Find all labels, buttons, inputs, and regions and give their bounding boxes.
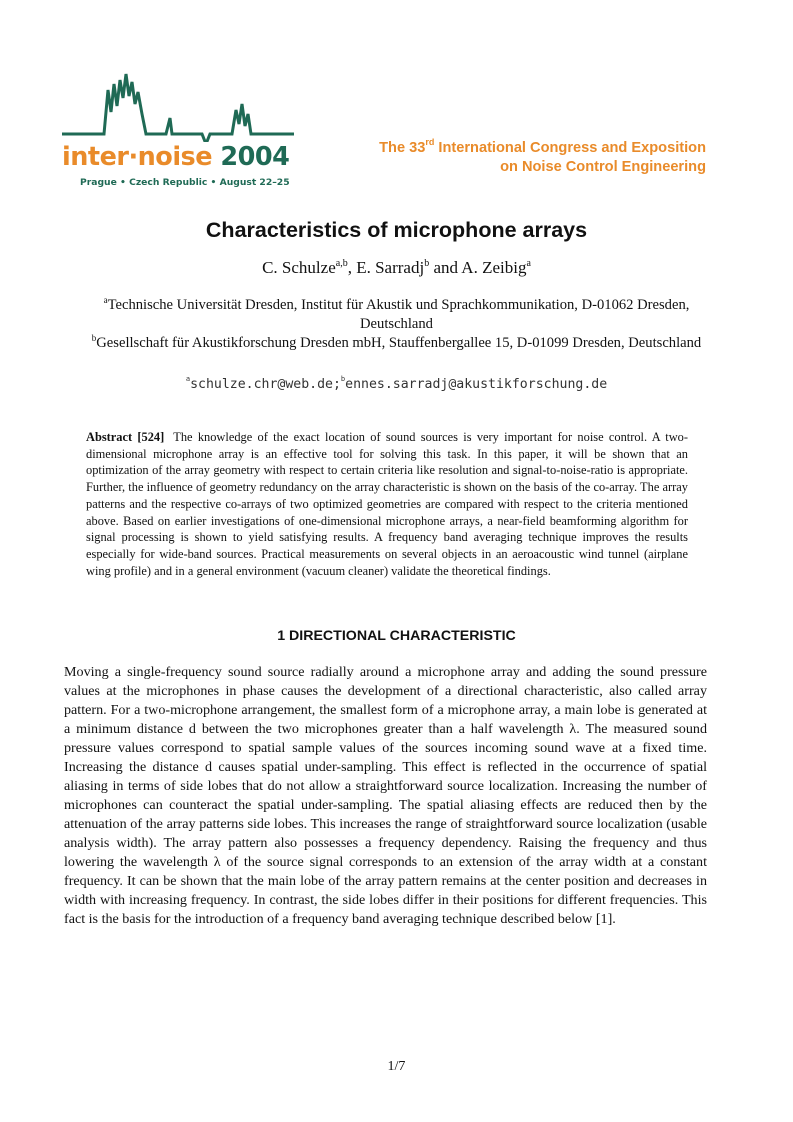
section-heading: 1 DIRECTIONAL CHARACTERISTIC — [277, 628, 516, 644]
logo-wordmark — [62, 142, 294, 172]
paper-title: Characteristics of microphone arrays — [205, 218, 588, 242]
author-separator: , — [347, 258, 357, 277]
email-mark: b — [340, 375, 346, 383]
author-affiliation-mark: a,b — [335, 258, 348, 269]
email-link[interactable]: schulze.chr@web.de; — [190, 377, 341, 392]
conference-logo — [62, 70, 294, 195]
congress-ordinal-suffix: rd — [425, 137, 435, 147]
abstract-text: The knowledge of the exact location of sound sources is very important for noise control. A two-dimensional microphone array is an effective tool for solving this task. In this paper, it will be shown that an optimization of the array geometry with respect to certain criteria like resolution and signal-to-noise-ratio is appropriate. Further, the influence of geometry redundancy on the array characteristic is shown on the basis of the co-array. The array patterns and the respective co-arrays of two optimized geometries are compared with respect to the criteria mentioned above. Based on earlier investigations of one-dimensional microphone arrays, a near-field beamforming algorithm for signal processing is shown to yield satisfying results. A frequency band averaging technique improves the results especially for wide-band sources. Practical measurements on several objects in an aeroacoustic wind tunnel (airplane wing profile) and in a general environment (vacuum cleaner) validate the theoretical findings. — [86, 430, 688, 578]
abstract — [86, 429, 688, 579]
author-affiliation-mark: b — [424, 258, 430, 269]
congress-line-2: on Noise Control Engineering — [500, 159, 706, 175]
logo-wordmark-year: 2004 — [220, 142, 290, 172]
congress-name — [379, 139, 706, 177]
congress-line-1 — [379, 139, 706, 158]
affiliation-text: Gesellschaft für Akustikforschung Dresden mbH, Stauffenbergallee 15, D-01099 Dresden, Deutschland — [96, 335, 702, 351]
author-affiliation-mark: a — [526, 258, 531, 269]
logo-wordmark-left: inter·noise — [62, 142, 213, 172]
author-name: A. Zeibig — [461, 258, 527, 277]
section-body: Moving a single-frequency sound source radially around a microphone array and adding the sound pressure values at the microphones in phase causes the development of a directional characteristic, also called array pattern. For a two-microphone arrangement, the smallest form of a microphone array, a main lobe is generated at a minimum distance d between the two microphones greater than a half wavelength λ. The measured sound pressure values correspond to spatial sample values of the sources incoming sound wave at a fixed time. Increasing the distance d causes spatial under-sampling. This effect is reflected in the occurrence of spatial aliasing in terms of side lobes that do not allow a straightforward source localization. Increasing the number of microphones can counteract the spatial under-sampling. The spatial aliasing effects are reduced then by the attenuation of the array patterns side lobes. This increases the range of straightforward source localization (usable analysis width). The array pattern also possesses a frequency dependency. Raising the frequency and thus lowering the wavelength λ of the source signal corresponds to an extension of the array width at a constant frequency. It can be shown that the main lobe of the array pattern remains at the center position and decreases in width with increasing frequency. In contrast, the side lobes differ in their positions for different frequencies. This fact is the basis for the introduction of a frequency band averaging technique described below [1]. — [64, 664, 707, 927]
affiliation — [80, 334, 713, 353]
congress-line-1-post: International Congress and Exposition — [434, 140, 706, 156]
email-mark: a — [185, 375, 191, 383]
skyline-icon — [62, 70, 294, 142]
logo-tagline: Prague • Czech Republic • August 22–25 — [80, 177, 290, 188]
affiliation-mark: b — [91, 333, 97, 343]
author-name: E. Sarradj — [356, 258, 425, 277]
abstract-label: Abstract [524] — [86, 430, 165, 444]
page-number: 1/7 — [387, 1059, 406, 1074]
author-separator: and — [429, 258, 462, 277]
affiliation — [80, 296, 713, 334]
congress-line-1-pre: The 33 — [379, 140, 426, 156]
affiliations — [80, 296, 713, 353]
author-name: C. Schulze — [262, 258, 336, 277]
affiliation-text: Technische Universität Dresden, Institut für Akustik und Sprachkommunikation, D-01062 Dresden, Deutschland — [107, 297, 690, 332]
author-list — [0, 258, 793, 278]
affiliation-mark: a — [103, 295, 108, 305]
contact-emails — [0, 377, 793, 392]
email-link[interactable]: ennes.sarradj@akustikforschung.de — [345, 377, 608, 392]
